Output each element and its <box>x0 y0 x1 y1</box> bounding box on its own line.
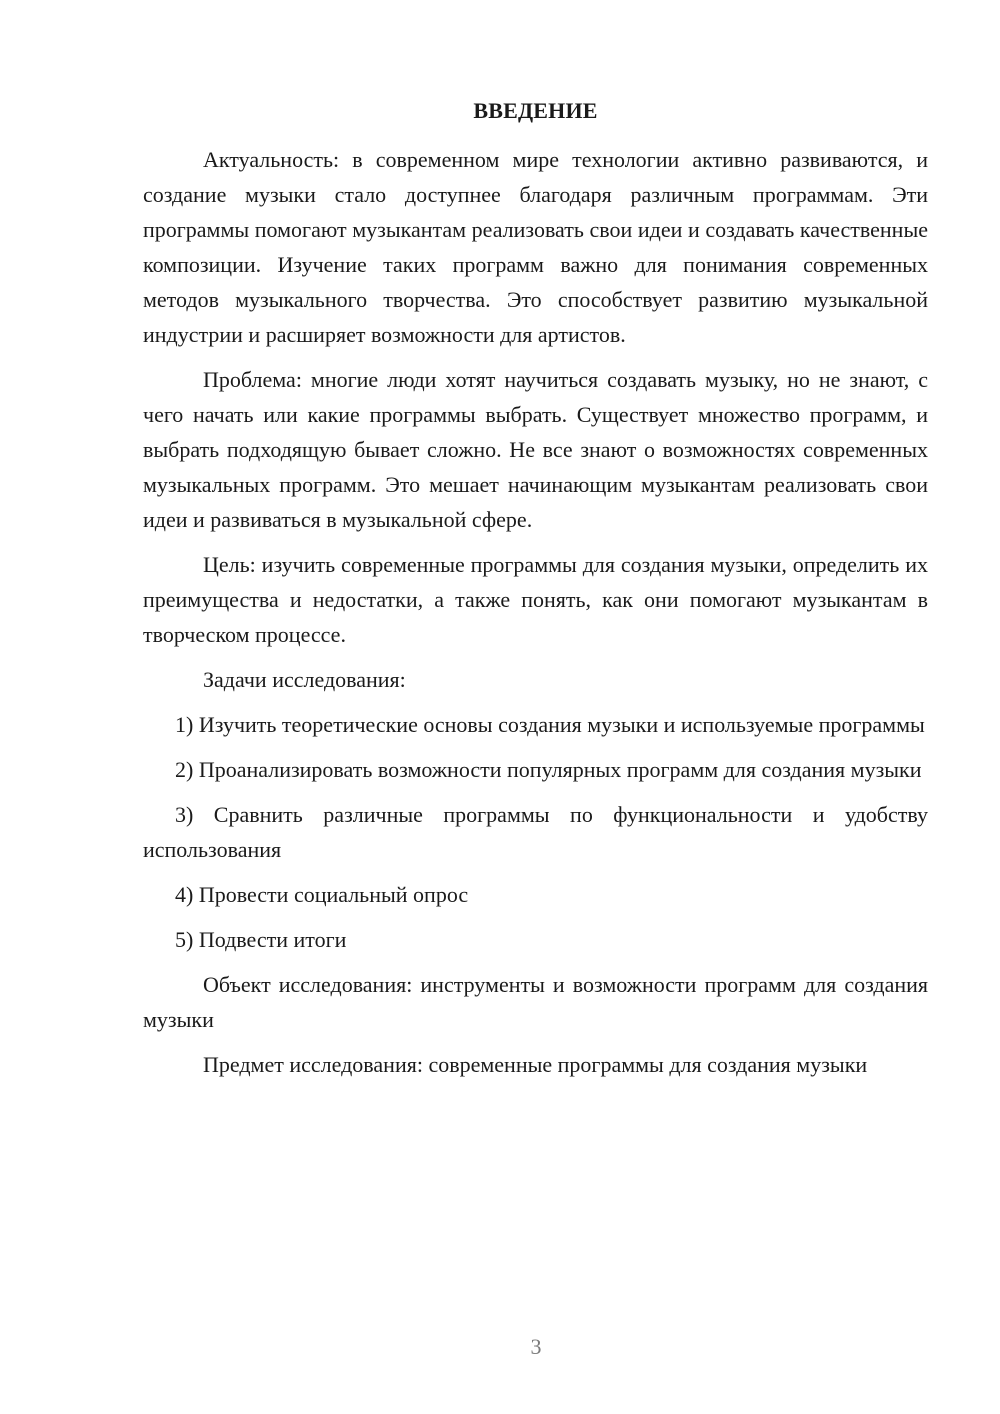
paragraph-subject: Предмет исследования: современные программы для создания музыки <box>203 1052 868 1077</box>
section-title: ВВЕДЕНИЕ <box>473 98 598 123</box>
paragraph-object: Объект исследования: инструменты и возможности программ для создания музыки <box>143 972 928 1032</box>
tasks-list <box>143 707 928 957</box>
task-item-3: 3) Сравнить различные программы по функциональности и удобству использования <box>143 802 928 862</box>
paragraph-problem: Проблема: многие люди хотят научиться создавать музыку, но не знают, с чего начать или какие программы выбрать. Существует множество программ, и выбрать подходящую бывает сложно. Не все знают о возможностях современных музыкальных программ. Это мешает начинающим музыкантам реализовать свои идеи и развиваться в музыкальной сфере. <box>143 367 928 532</box>
task-item-5: 5) Подвести итоги <box>175 927 347 952</box>
paragraph-relevance: Актуальность: в современном мире технологии активно развиваются, и создание музыки стало доступнее благодаря различным программам. Эти программы помогают музыкантам реализовать свои идеи и создавать качественные композиции. Изучение таких программ важно для понимания современных методов музыкального творчества. Это способствует развитию музыкальной индустрии и расширяет возможности для артистов. <box>143 147 928 347</box>
document-page <box>143 96 928 1092</box>
page-number: 3 <box>530 1334 542 1359</box>
task-item-1: 1) Изучить теоретические основы создания музыки и используемые программы <box>175 712 925 737</box>
paragraph-goal: Цель: изучить современные программы для создания музыки, определить их преимущества и недостатки, а также понять, как они помогают музыкантам в творческом процессе. <box>143 552 928 647</box>
task-item-2: 2) Проанализировать возможности популярных программ для создания музыки <box>175 757 922 782</box>
tasks-heading: Задачи исследования: <box>203 667 406 692</box>
task-item-4: 4) Провести социальный опрос <box>175 882 469 907</box>
